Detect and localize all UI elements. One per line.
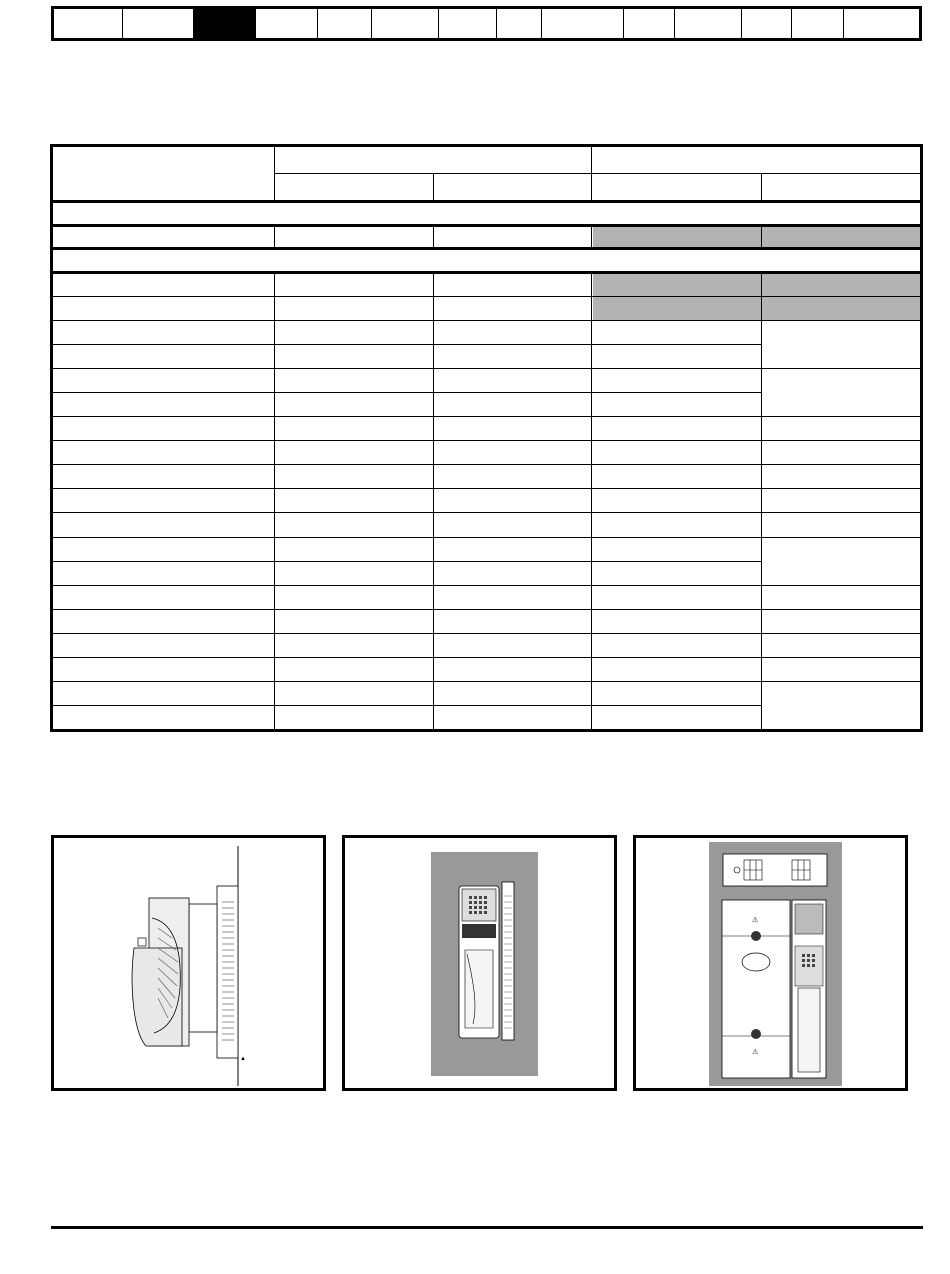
table-row-rule — [53, 681, 920, 682]
nav-tab-7[interactable] — [439, 9, 497, 38]
nav-tab-12[interactable] — [742, 9, 792, 38]
table-row-rule — [53, 464, 920, 465]
table-col-divider — [761, 174, 762, 201]
table-col-divider — [591, 147, 592, 201]
table-col-divider — [274, 272, 275, 729]
drive-large-front-view-drawing — [636, 838, 905, 1088]
svg-text:⚠: ⚠ — [752, 1049, 759, 1056]
specification-table — [50, 144, 923, 732]
nav-tab-13[interactable] — [792, 9, 844, 38]
shaded-cell — [593, 225, 920, 247]
table-row-rule — [53, 296, 920, 297]
nav-tab-2[interactable] — [123, 9, 194, 38]
table-row-rule — [53, 633, 920, 634]
table-row-rule — [53, 488, 920, 489]
table-row-rule — [53, 344, 761, 345]
nav-tab-11[interactable] — [675, 9, 742, 38]
nav-tab-4[interactable] — [256, 9, 318, 38]
nav-tab-3-active[interactable] — [194, 9, 256, 38]
table-row-rule — [53, 440, 920, 441]
nav-tab-6[interactable] — [372, 9, 439, 38]
table-row-rule — [53, 320, 920, 321]
table-row-rule — [53, 705, 761, 706]
table-col-divider — [761, 272, 762, 729]
svg-text:▲: ▲ — [240, 1056, 246, 1062]
table-col-divider — [274, 147, 275, 201]
table-row-rule — [53, 585, 920, 586]
table-header-rule — [53, 200, 920, 203]
figure-panel-front-view-top-module — [633, 835, 908, 1091]
table-col-divider — [591, 225, 592, 247]
table-row-rule — [53, 247, 920, 250]
table-row-rule — [53, 224, 920, 227]
table-col-divider — [433, 174, 434, 201]
table-col-divider — [761, 225, 762, 247]
table-col-divider — [433, 272, 434, 729]
nav-tab-5[interactable] — [318, 9, 372, 38]
table-row-rule — [53, 512, 920, 513]
table-col-divider — [433, 225, 434, 247]
drive-front-view-drawing — [345, 838, 614, 1088]
table-row-rule — [53, 271, 920, 274]
drive-side-view-drawing — [54, 838, 323, 1088]
table-row-rule — [53, 609, 920, 610]
table-header-subline — [275, 173, 920, 174]
table-row-rule — [53, 368, 920, 369]
table-row-rule — [53, 657, 920, 658]
nav-tab-1[interactable] — [54, 9, 123, 38]
nav-tab-10[interactable] — [624, 9, 675, 38]
nav-tab-9[interactable] — [542, 9, 624, 38]
table-col-divider — [591, 272, 592, 729]
svg-text:⚠: ⚠ — [752, 917, 759, 924]
chapter-navigation-strip — [51, 6, 922, 41]
nav-tab-8[interactable] — [497, 9, 542, 38]
table-row-rule — [53, 537, 920, 538]
table-col-divider — [274, 225, 275, 247]
table-row-rule — [53, 392, 761, 393]
figure-panel-side-view — [51, 835, 326, 1091]
page-footer-rule — [51, 1226, 923, 1229]
figure-panel-front-view-side-resistor — [342, 835, 617, 1091]
table-row-rule — [53, 416, 920, 417]
nav-tab-14[interactable] — [844, 9, 919, 38]
table-row-rule — [53, 561, 761, 562]
